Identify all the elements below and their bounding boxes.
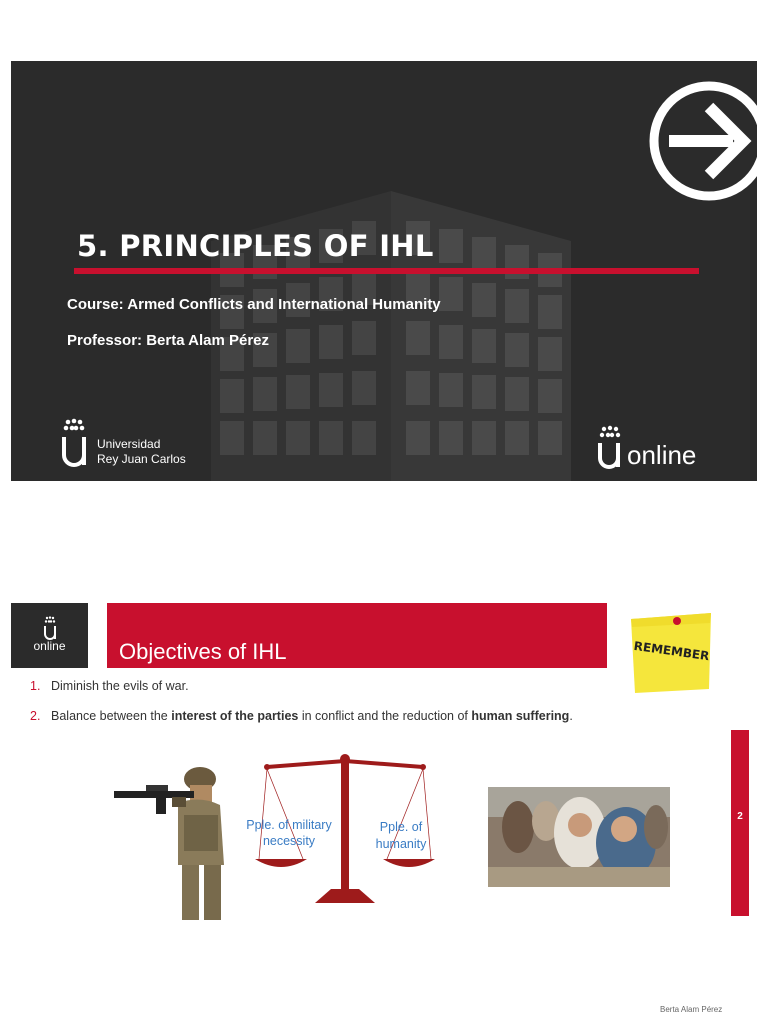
university-name: Universidad Rey Juan Carlos: [97, 437, 186, 466]
children-photo: [488, 787, 670, 887]
page-tab: [731, 730, 749, 916]
building-graphic: [211, 181, 571, 481]
author-footer: Berta Alam Pérez: [660, 1005, 723, 1014]
page-number: 2: [737, 811, 743, 822]
title-underline: [74, 268, 699, 274]
brand-online: online: [33, 639, 66, 653]
course-line: Course: Armed Conflicts and International Humanity: [67, 296, 441, 313]
title-slide: [11, 61, 757, 481]
slide-title: Objectives of IHL: [119, 639, 287, 664]
objectives-slide: [11, 603, 757, 933]
urjc-logo-icon: [59, 417, 89, 467]
soldier-image: [112, 765, 232, 920]
brand-online: online: [627, 440, 697, 470]
arrow-right-icon: [647, 79, 757, 203]
objective-2: 2. Balance between the interest of the parties in conflict and the reduction of human suffering.: [30, 709, 573, 723]
remember-text: REMEMBER: [632, 638, 711, 664]
objective-1: 1. Diminish the evils of war.: [30, 679, 189, 693]
u-online-logo-icon: [595, 425, 625, 469]
remember-sticky-note: [623, 609, 715, 693]
scale-right-label: Pple. of humanity: [375, 820, 427, 851]
u-online-logo-icon: [42, 616, 58, 640]
slide-title: 5. PRINCIPLES OF IHL: [77, 229, 434, 263]
brand-box: [11, 603, 88, 668]
professor-line: Professor: Berta Alam Pérez: [67, 332, 270, 349]
scale-left-label: Pple. of military necessity: [246, 818, 332, 848]
